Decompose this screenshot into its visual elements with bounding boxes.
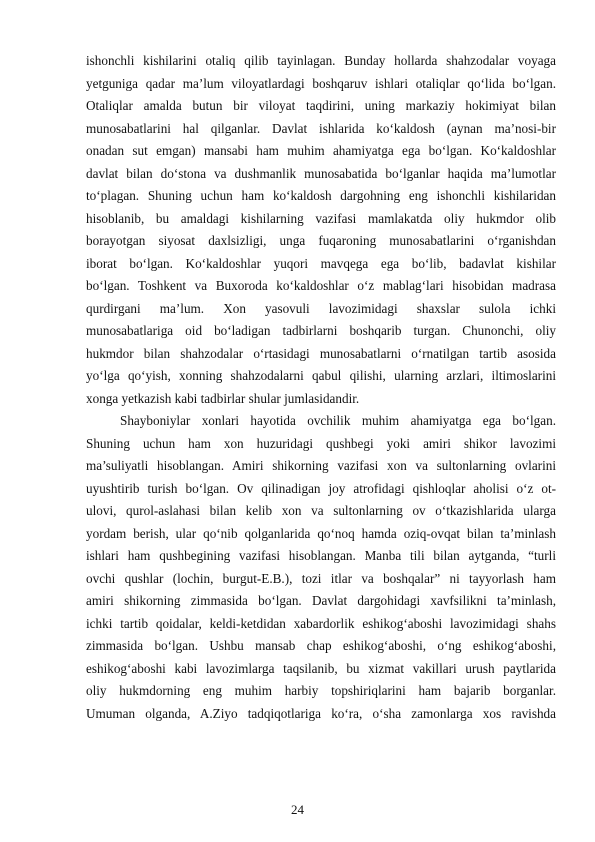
text-line: onadan sut emgan) mansabi ham muhim ahamiyatga ega bo‘lgan. Ko‘kaldoshlar: [86, 143, 556, 158]
text-line: iborat bo‘lgan. Ko‘kaldoshlar yuqori mavqega ega bo‘lib, badavlat kishilar: [86, 255, 556, 271]
text-line: borayotgan siyosat daxlsizligi, unga fuqaroning munosabatlarini o‘rganishdan: [86, 233, 556, 248]
text-line: Shuning uchun ham xon huzuridagi qushbegi yoki amiri shikor lavozimi: [86, 435, 556, 451]
text-line: ishonchli kishilarini otaliq qilib tayinlagan. Bunday hollarda shahzodalar voyaga: [86, 53, 556, 68]
paragraph: [86, 50, 556, 410]
text-line: munosabatlarini hal qilganlar. Davlat ishlarida ko‘kaldosh (aynan ma’nosi-bir: [86, 120, 556, 136]
text-line: Otaliqlar amalda butun bir viloyat taqdirini, uning markaziy hokimiyat bilan: [86, 98, 556, 113]
document-body: [86, 50, 556, 725]
text-line: Umuman olganda, A.Ziyo tadqiqotlariga ko‘ra, o‘sha zamonlarga xos ravishda: [86, 705, 556, 721]
text-line: yo‘lga qo‘yish, xonning shahzodalarni qabul qilishi, ularning arzlari, iltimoslarini: [86, 368, 556, 383]
text-line: uyushtirib turish bo‘lgan. Ov qilinadigan joy atrofidagi qishloqlar aholisi o‘z ot-: [86, 480, 556, 496]
text-line: zimmasida bo‘lgan. Ushbu mansab chap eshikog‘aboshi, o‘ng eshikog‘aboshi,: [86, 638, 556, 653]
text-line: davlat bilan do‘stona va dushmanlik munosabatida bo‘lganlar haqida ma’lumotlar: [86, 165, 556, 181]
paragraph: [86, 410, 556, 725]
text-line: ulovi, qurol-aslahasi bilan kelib xon va sultonlarning ov o‘tkazishlarida ularga: [86, 503, 556, 518]
text-line: hisoblanib, bu amaldagi kishilarning vazifasi mamlakatda oliy hukmdor olib: [86, 210, 556, 226]
text-line: Shayboniylar xonlari hayotida ovchilik muhim ahamiyatga ega bo‘lgan.: [120, 413, 556, 428]
text-line: oliy hukmdorning eng muhim harbiy topshiriqlarini ham bajarib borganlar.: [86, 683, 556, 698]
text-line: yordam berish, ular qo‘nib qolganlarida qo‘noq hamda oziq-ovqat bilan ta’minlash: [86, 525, 556, 541]
text-line: amiri shikorning zimmasida bo‘lgan. Davlat dargohidagi xavfsilikni ta’minlash,: [86, 593, 556, 608]
text-line: xonga yetkazish kabi tadbirlar shular jumlasidandir.: [86, 390, 360, 406]
text-line: to‘plagan. Shuning uchun ham ko‘kaldosh dargohning eng ishonchli kishilaridan: [86, 188, 556, 203]
text-line: ishlari ham qushbegining vazifasi hisoblangan. Manba tili bilan aytganda, “turli: [86, 548, 556, 563]
text-line: ma’suliyatli hisoblangan. Amiri shikorning vazifasi xon va sultonlarning ovlarini: [86, 458, 556, 473]
text-line: ovchi qushlar (lochin, burgut-E.B.), tozi itlar va boshqalar” ni tayyorlash ham: [86, 570, 556, 586]
text-line: munosabatlariga oid bo‘ladigan tadbirlarni boshqarib turgan. Chunonchi, oliy: [86, 323, 556, 338]
text-line: qurdirgani ma’lum. Xon yasovuli lavozimidagi shaxslar sulola ichki: [86, 300, 556, 316]
text-line: bo‘lgan. Toshkent va Buxoroda ko‘kaldoshlar o‘z mablag‘lari hisobidan madrasa: [86, 278, 556, 293]
text-line: ichki tartib qoidalar, keldi-ketdidan xabardorlik eshikog‘aboshi lavozimidagi shahs: [86, 615, 556, 631]
page-number: 24: [291, 802, 304, 817]
text-line: eshikog‘aboshi kabi lavozimlarga taqsilanib, bu xizmat vakillari urush paytlarida: [86, 660, 556, 676]
text-line: yetguniga qadar ma’lum viloyatlardagi boshqaruv ishlari otaliqlar qo‘lida bo‘lgan.: [86, 75, 556, 91]
text-line: hukmdor bilan shahzodalar o‘rtasidagi munosabatlarni o‘rnatilgan tartib asosida: [86, 345, 556, 361]
